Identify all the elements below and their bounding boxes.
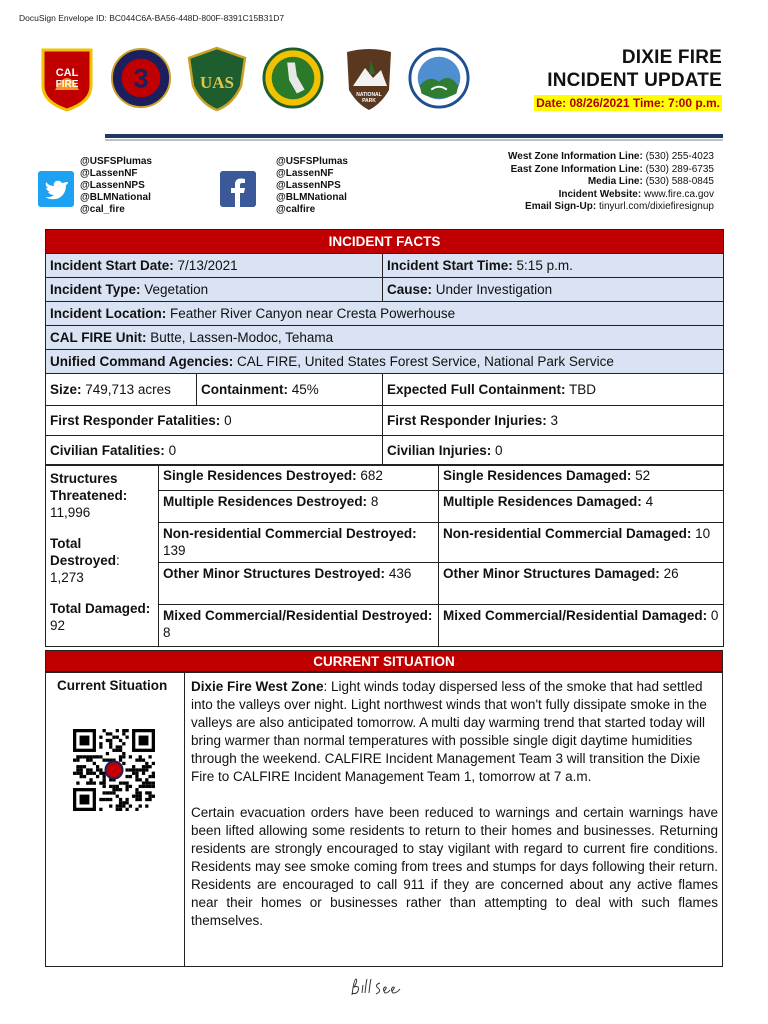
svg-text:PARK: PARK bbox=[362, 98, 376, 104]
twitter-handle[interactable]: @LassenNF bbox=[80, 168, 138, 179]
contact-media: Media Line: (530) 588-0845 bbox=[587, 176, 714, 187]
first-responder-injuries: First Responder Injuries: 3 bbox=[383, 406, 724, 436]
title-block bbox=[534, 46, 722, 112]
facebook-handle[interactable]: @USFSPlumas bbox=[276, 156, 348, 167]
incident-start-time: Incident Start Time: 5:15 p.m. bbox=[383, 254, 724, 278]
incident-cause: Cause: Under Investigation bbox=[383, 278, 724, 302]
twitter-handle[interactable]: @BLMNational bbox=[80, 192, 151, 203]
contact-east-zone: East Zone Information Line: (530) 289-6735 bbox=[510, 163, 714, 175]
current-situation-text bbox=[191, 678, 718, 948]
twitter-handle[interactable]: @LassenNPS bbox=[80, 180, 145, 191]
media-phone[interactable]: (530) 588-0845 bbox=[645, 176, 714, 187]
expected-containment: Expected Full Containment: TBD bbox=[383, 374, 724, 406]
qr-code[interactable] bbox=[73, 729, 155, 811]
svg-text:UAS: UAS bbox=[199, 73, 235, 92]
title-dixie-fire: DIXIE FIRE bbox=[621, 47, 722, 68]
structures-table bbox=[45, 464, 724, 647]
single-residences-destroyed: Single Residences Destroyed: 682 bbox=[159, 465, 439, 491]
multiple-residences-destroyed: Multiple Residences Destroyed: 8 bbox=[159, 491, 439, 523]
contact-email: Email Sign-Up: tinyurl.com/dixiefiresignup bbox=[525, 201, 714, 212]
incident-management-team-3-logo bbox=[110, 46, 172, 112]
non-residential-destroyed: Non-residential Commercial Destroyed: 139 bbox=[159, 523, 439, 563]
current-situation-section bbox=[45, 672, 723, 967]
west-zone-paragraph: Dixie Fire West Zone: Light winds today dispersed less of the smoke that had settled into the valleys over night. Light northwest winds that won't fully dissipate smoke in the valleys are also anticipated tomorrow. A multi day warming trend that started today will bring warmer than normal temperatures with possible single digit daytime humidities through the weekend. CALFIRE Incident Management Team 3 will transition the Dixie Fire to CALFIRE Incident Management Team 1, tomorrow at 7 a.m. bbox=[191, 679, 707, 784]
structures-summary bbox=[46, 465, 159, 647]
single-residences-damaged: Single Residences Damaged: 52 bbox=[439, 465, 724, 491]
signature bbox=[348, 975, 408, 999]
cal-fire-logo bbox=[36, 46, 98, 112]
total-destroyed: Total Destroyed: 1,273 bbox=[50, 536, 120, 585]
first-responder-fatalities: First Responder Fatalities: 0 bbox=[46, 406, 383, 436]
facebook-handle[interactable]: @calfire bbox=[276, 204, 316, 215]
forest-service-logo bbox=[186, 46, 248, 112]
incident-facts-table bbox=[45, 229, 724, 466]
twitter-bird-icon bbox=[38, 171, 74, 207]
svg-text:NATIONAL: NATIONAL bbox=[356, 92, 382, 98]
multiple-residences-damaged: Multiple Residences Damaged: 4 bbox=[439, 491, 724, 523]
incident-type: Incident Type: Vegetation bbox=[46, 278, 383, 302]
current-situation-label: Current Situation bbox=[57, 678, 168, 693]
agency-logos bbox=[36, 46, 476, 116]
west-zone-phone[interactable]: (530) 255-4023 bbox=[645, 151, 714, 162]
contact-info bbox=[508, 151, 714, 214]
divider-navy bbox=[105, 134, 723, 138]
structures-threatened: Structures Threatened: 11,996 bbox=[50, 471, 128, 520]
twitter-handle[interactable]: @cal_fire bbox=[80, 204, 125, 215]
contact-west-zone: West Zone Information Line: (530) 255-4023 bbox=[508, 151, 714, 162]
facebook-handle[interactable]: @BLMNational bbox=[276, 192, 347, 203]
svg-text:CAL: CAL bbox=[55, 67, 79, 79]
national-park-service-logo bbox=[338, 46, 400, 112]
twitter-handles bbox=[80, 156, 152, 216]
evacuation-paragraph: Certain evacuation orders have been reduced to warnings and certain warnings have been lifted allowing some residents to return to their homes and businesses. Returning residents are strongly encouraged to stay vigilant with regard to current fire conditions. Residents may see smoke coming from trees and stumps for days following their return. Residents are encouraged to call 911 if they are concerned about any active flames near their homes or businesses rather than attempting to deal with such flames themselves. bbox=[191, 805, 718, 928]
mixed-damaged: Mixed Commercial/Residential Damaged: 0 bbox=[439, 605, 724, 647]
blm-logo bbox=[408, 46, 470, 112]
civilian-fatalities: Civilian Fatalities: 0 bbox=[46, 436, 383, 466]
west-zone-label: Dixie Fire West Zone bbox=[191, 679, 324, 694]
contact-website: Incident Website: www.fire.ca.gov bbox=[558, 188, 714, 200]
incident-facts-header: INCIDENT FACTS bbox=[46, 230, 724, 254]
divider-grey bbox=[105, 139, 723, 141]
non-residential-damaged: Non-residential Commercial Damaged: 10 bbox=[439, 523, 724, 563]
facebook-handle[interactable]: @LassenNF bbox=[276, 168, 334, 179]
civilian-injuries: Civilian Injuries: 0 bbox=[383, 436, 724, 466]
title-incident-update: INCIDENT UPDATE bbox=[547, 70, 722, 91]
email-signup-link[interactable]: tinyurl.com/dixiefiresignup bbox=[598, 201, 714, 212]
svg-text:FIRE: FIRE bbox=[55, 79, 79, 90]
date-time: Date: 08/26/2021 Time: 7:00 p.m. bbox=[536, 96, 720, 110]
unified-command-agencies: Unified Command Agencies: CAL FIRE, United States Forest Service, National Park Service bbox=[46, 350, 724, 374]
cal-fire-unit: CAL FIRE Unit: Butte, Lassen-Modoc, Tehama bbox=[46, 326, 724, 350]
mixed-destroyed: Mixed Commercial/Residential Destroyed: 8 bbox=[159, 605, 439, 647]
other-minor-damaged: Other Minor Structures Damaged: 26 bbox=[439, 563, 724, 605]
facebook-handles bbox=[276, 156, 348, 216]
total-damaged: Total Damaged: 92 bbox=[50, 601, 151, 633]
other-minor-destroyed: Other Minor Structures Destroyed: 436 bbox=[159, 563, 439, 605]
incident-website-link[interactable]: www.fire.ca.gov bbox=[643, 188, 714, 200]
incident-location: Incident Location: Feather River Canyon near Cresta Powerhouse bbox=[46, 302, 724, 326]
incident-start-date: Incident Start Date: 7/13/2021 bbox=[46, 254, 383, 278]
fire-size: Size: 749,713 acres bbox=[46, 374, 197, 406]
envelope-id: DocuSign Envelope ID: BC044C6A-BA56-448D-800F-8391C15B31D7 bbox=[19, 13, 285, 23]
current-situation-left bbox=[46, 673, 185, 966]
team-1-logo bbox=[262, 46, 324, 112]
svg-text:3: 3 bbox=[133, 62, 149, 94]
twitter-handle[interactable]: @USFSPlumas bbox=[80, 156, 152, 167]
east-zone-phone[interactable]: (530) 289-6735 bbox=[645, 163, 714, 175]
containment: Containment: 45% bbox=[197, 374, 383, 406]
facebook-handle[interactable]: @LassenNPS bbox=[276, 180, 341, 191]
facebook-f-icon bbox=[220, 171, 256, 207]
current-situation-header: CURRENT SITUATION bbox=[45, 650, 723, 672]
